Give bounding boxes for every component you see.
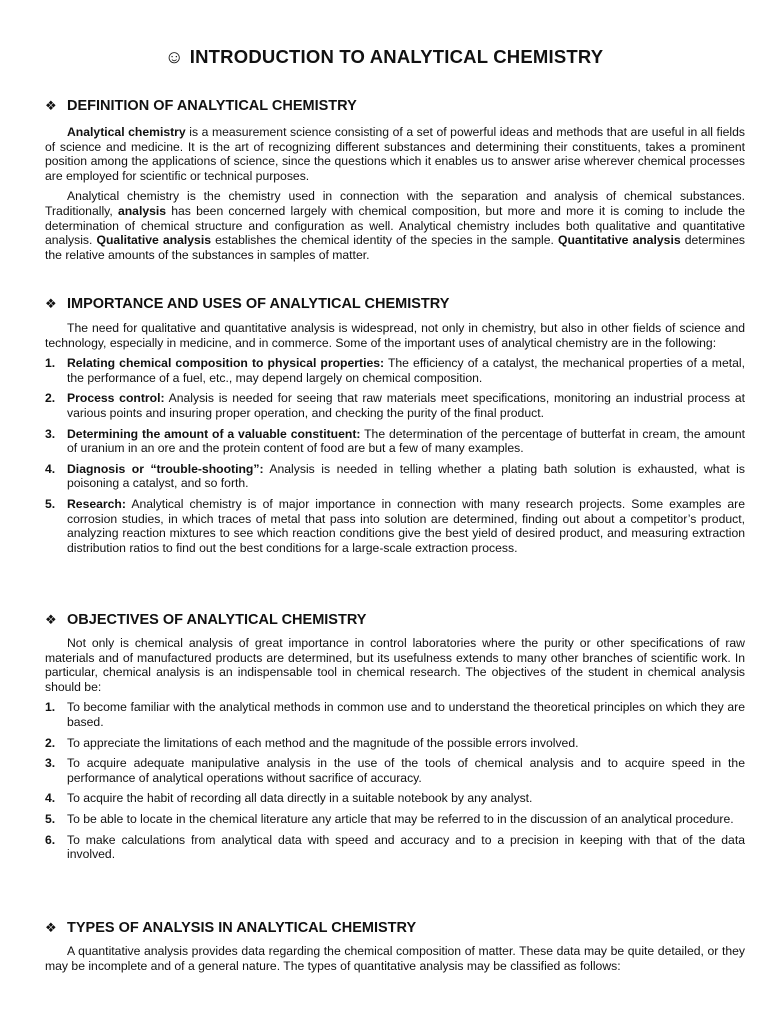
list-item: 6. To make calculations from analytical data with speed and accuracy and to a precision in keeping with that of the data involved. (45, 832, 745, 862)
paragraph (45, 189, 745, 262)
section-importance (45, 296, 745, 555)
paragraph: Not only is chemical analysis of great importance in control laboratories where the purity or other specifications of raw materials and of manufactured products are determined, but its usefulness extends to many other branches of scientific work. In particular, chemical analysis is an indispensable tool in chemical research. The objectives of the student in chemical analysis should be: (45, 636, 745, 694)
section-types (45, 920, 745, 973)
diamond-bullet-icon: ❖ (45, 296, 57, 311)
diamond-bullet-icon: ❖ (45, 612, 57, 627)
list-item: 2. To appreciate the limitations of each method and the magnitude of the possible errors involved. (45, 735, 579, 750)
diamond-bullet-icon: ❖ (45, 920, 57, 935)
list-item: 3. To acquire adequate manipulative analysis in the use of the tools of chemical analysis and to acquire speed in the performance of analytical operations without sacrifice of accuracy. (45, 756, 745, 785)
objectives-list (45, 700, 745, 861)
section-heading (45, 612, 745, 628)
list-item: 5. Research: Analytical chemistry is of major importance in connection with many research projects. Some examples are corrosion studies, in which traces of metal that pass into solution are determined, finding out about a competitor’s product, analyzing reaction mixtures to see which reaction conditions give the best yield of desired product, and measuring extraction distribution ratios to find out the best conditions for a large-scale extraction process. (45, 496, 745, 555)
bold-term: Analytical chemistry (67, 125, 186, 139)
paragraph: A quantitative analysis provides data regarding the chemical composition of matter. These data may be quite detailed, or they may be incomplete and of a general nature. The types of quantitative analysis may be classified as follows: (45, 944, 745, 973)
section-heading-text: IMPORTANCE AND USES OF ANALYTICAL CHEMISTRY (67, 296, 450, 312)
paragraph-text: has been concerned largely with chemical composition, but more and more it is coming to include the determination of chemical structure and configuration as well. Analytical chemistry includes both qualitative and quantitative analysis. (45, 203, 745, 248)
paragraph: The need for qualitative and quantitative analysis is widespread, not only in chemistry, but also in other fields of science and technology, especially in medicine, and in commerce. Some of the important uses of analytical chemistry are in the following: (45, 321, 745, 350)
list-item: 3. Determining the amount of a valuable constituent: The determination of the percentage of butterfat in cream, the amount of uranium in an ore and the protein content of food are but a few of many examples. (45, 426, 745, 456)
list-item: 4. Diagnosis or “trouble-shooting”: Analysis is needed in telling whether a plating bath solution is exhausted, what is poisoning a catalyst, and so forth. (45, 461, 745, 491)
section-heading-text: OBJECTIVES OF ANALYTICAL CHEMISTRY (67, 612, 367, 628)
paragraph-text: establishes the chemical identity of the species in the sample. (211, 233, 558, 248)
page-title (0, 46, 768, 68)
paragraph (45, 125, 745, 183)
bold-term: analysis (117, 203, 167, 218)
paragraph-text: Analytical chemistry is the chemistry used in connection with the separation and analysis of chemical substances. Traditionally, (45, 189, 745, 218)
section-heading (45, 98, 745, 114)
smiley-icon: ☺ (164, 46, 184, 67)
section-objectives (45, 612, 745, 862)
bold-term: Quantitative analysis (558, 233, 681, 248)
paragraph-text: is a measurement science consisting of a set of powerful ideas and methods that are useful in all fields of science and medicine. It is the art of recognizing different substances and determining their constituents, takes a prominent position among the applications of science, since the questions which it enables us to answer arise wherever chemical processes are employed for scientific or technical purposes. (45, 125, 746, 183)
bold-term: Qualitative analysis (96, 233, 211, 248)
section-heading-text: DEFINITION OF ANALYTICAL CHEMISTRY (67, 98, 357, 114)
section-heading (45, 296, 745, 312)
list-item: 2. Process control: Analysis is needed for seeing that raw materials meet specifications, monitoring an industrial process at various points and insuring proper operation, and checking the purity of the final product. (45, 391, 745, 420)
uses-list (45, 356, 745, 555)
section-definition (45, 98, 745, 262)
list-item: 1. To become familiar with the analytical methods in common use and to understand the theoretical principles on which they are based. (45, 700, 745, 729)
list-item: 1. Relating chemical composition to physical properties: The efficiency of a catalyst, the mechanical properties of a metal, the performance of a fuel, etc., may depend largely on chemical composition. (45, 356, 745, 385)
section-heading (45, 920, 745, 936)
page-title-text: INTRODUCTION TO ANALYTICAL CHEMISTRY (189, 46, 604, 67)
section-heading-text: TYPES OF ANALYSIS IN ANALYTICAL CHEMISTRY (67, 920, 417, 936)
diamond-bullet-icon: ❖ (45, 98, 57, 113)
list-item: 5. To be able to locate in the chemical literature any article that may be referred to in the discussion of an analytical procedure. (45, 811, 734, 826)
list-item: 4. To acquire the habit of recording all data directly in a suitable notebook by any analyst. (45, 791, 533, 806)
paragraph-text: determines the relative amounts of the substances in samples of matter. (45, 233, 745, 262)
